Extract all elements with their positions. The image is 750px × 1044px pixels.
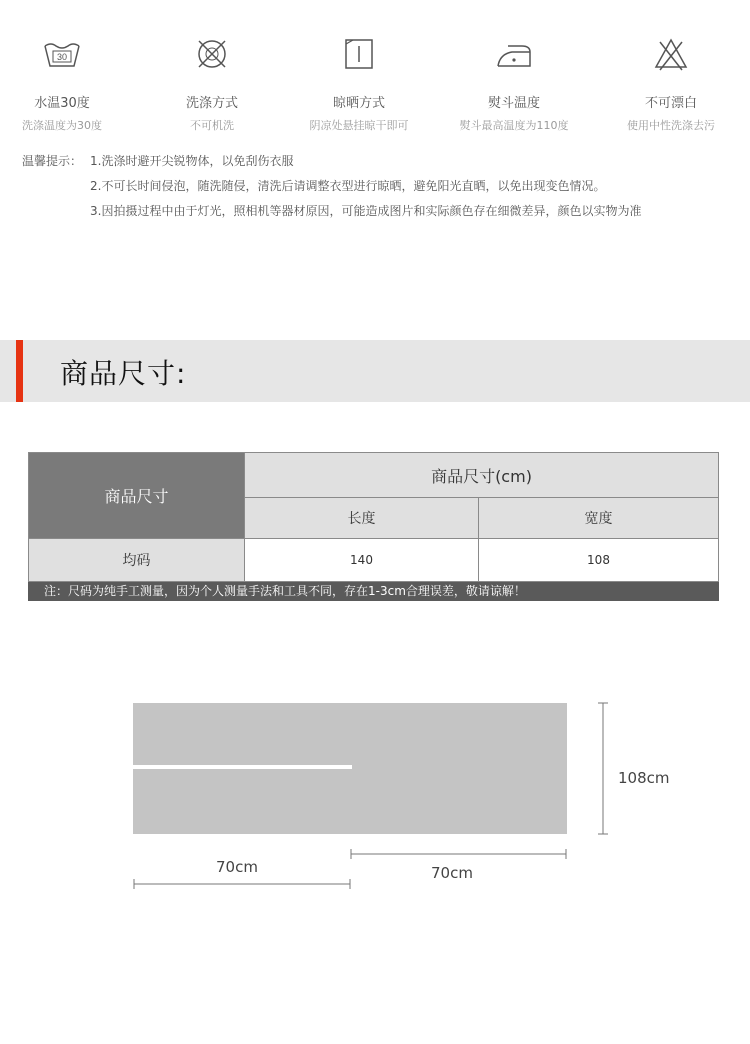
garment-fold-line — [133, 765, 352, 769]
tips-line-1: 1.洗涤时避开尖锐物体，以免刮伤衣服 — [90, 154, 294, 168]
row-label: 均码 — [29, 539, 245, 582]
cell-length: 140 — [245, 539, 479, 582]
care-subtitle: 使用中性洗涤去污 — [627, 119, 715, 132]
care-title: 晾晒方式 — [332, 96, 385, 111]
care-title: 不可漂白 — [644, 96, 697, 111]
hang-dry-icon — [339, 34, 379, 74]
care-title: 熨斗温度 — [487, 96, 540, 111]
tips-label: 温馨提示： — [22, 154, 83, 168]
cell-width: 108 — [479, 539, 719, 582]
height-label: 108cm — [618, 769, 670, 787]
care-item-water-temp — [0, 34, 127, 133]
section-title: 商品尺寸: — [60, 357, 187, 390]
care-subtitle: 阴凉处悬挂晾干即可 — [309, 119, 409, 132]
no-machine-wash-icon — [192, 34, 232, 74]
section-accent-bar — [16, 340, 23, 402]
table-row — [29, 539, 719, 582]
column-header-length: 长度 — [245, 498, 479, 539]
care-item-wash-method — [147, 34, 277, 133]
care-subtitle: 熨斗最高温度为110度 — [459, 119, 569, 132]
measurement-note: 注：尺码为纯手工测量，因为个人测量手法和工具不同，存在1-3cm合理误差，敬请谅解！ — [28, 582, 719, 601]
care-title: 洗涤方式 — [185, 96, 238, 111]
corner-header: 商品尺寸 — [29, 453, 245, 539]
tips-line-3: 3.因拍摄过程中由于灯光，照相机等器材原因，可能造成图片和实际颜色存在细微差异，颜色以实物为准 — [90, 204, 642, 218]
care-title: 水温30度 — [34, 96, 90, 111]
no-bleach-icon — [651, 34, 691, 74]
left-width-label: 70cm — [216, 858, 258, 876]
care-item-drying — [294, 34, 424, 133]
size-diagram — [0, 690, 750, 900]
care-instructions — [0, 34, 750, 134]
group-header: 商品尺寸(cm) — [245, 453, 719, 498]
wash-temp-badge: 30 — [56, 52, 68, 62]
size-table — [28, 452, 719, 582]
care-subtitle: 不可机洗 — [190, 119, 234, 132]
size-diagram-graphic — [0, 690, 750, 900]
tips-line-2: 2.不可长时间侵泡，随洗随侵，清洗后请调整衣型进行晾晒，避免阳光直晒，以免出现变色情况。 — [90, 179, 606, 193]
right-width-label: 70cm — [431, 864, 473, 882]
section-header — [0, 340, 750, 402]
care-item-ironing — [449, 34, 579, 133]
wash-30-icon — [42, 34, 82, 74]
care-item-bleach — [606, 34, 736, 133]
care-subtitle: 洗涤温度为30度 — [22, 119, 102, 132]
iron-icon — [494, 34, 534, 74]
column-header-width: 宽度 — [479, 498, 719, 539]
